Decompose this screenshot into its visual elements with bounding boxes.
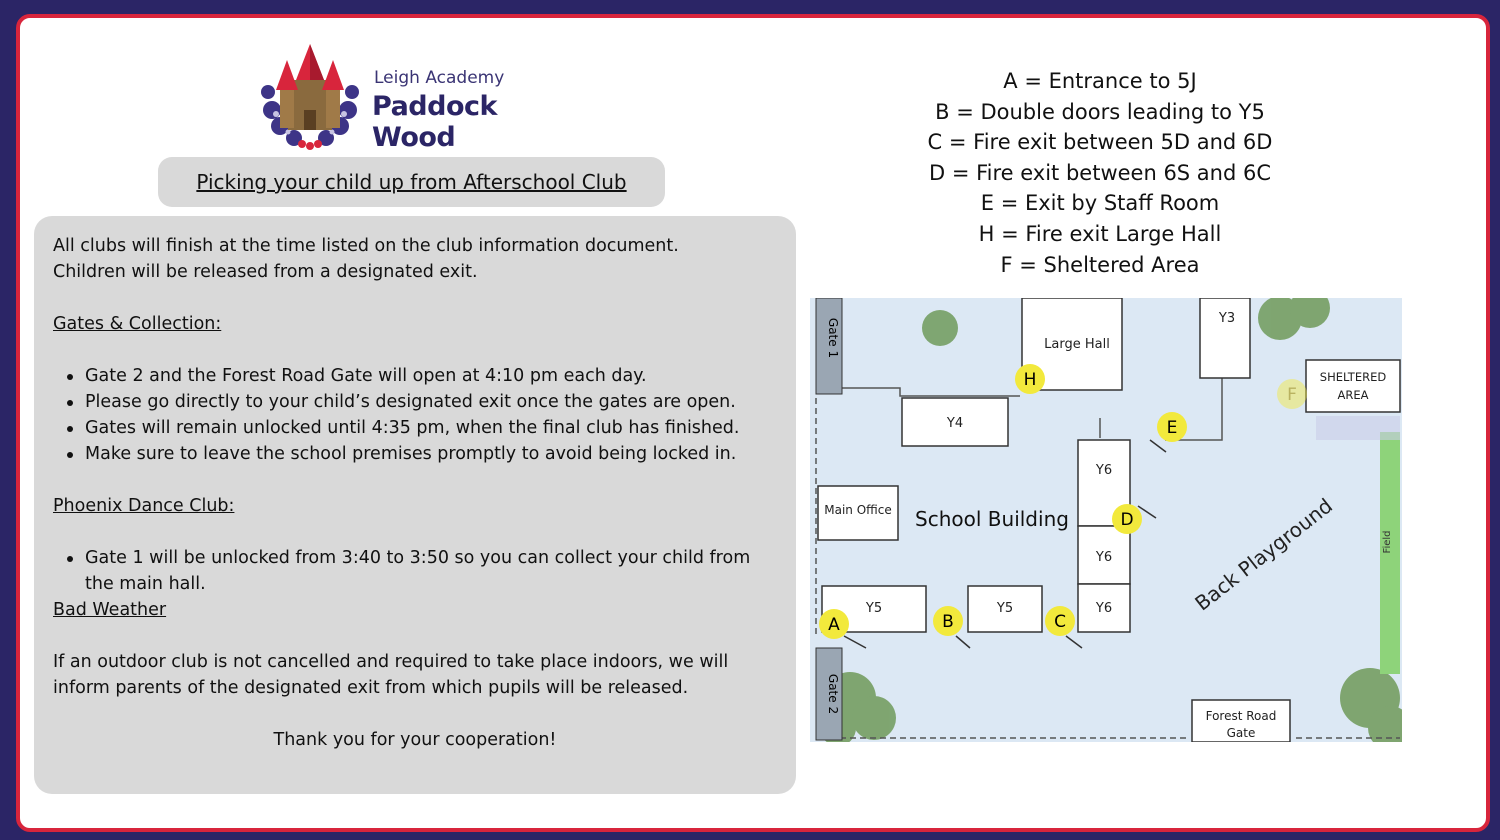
info-panel <box>34 216 796 794</box>
y3-label: Y3 <box>1218 311 1236 326</box>
marker-f-label: F <box>1287 385 1297 405</box>
list-item: Gate 2 and the Forest Road Gate will open at 4:10 pm each day. <box>53 363 777 389</box>
gate-2-label: Gate 2 <box>826 673 840 715</box>
sheltered-label-2: AREA <box>1337 388 1369 402</box>
y5-left-label: Y5 <box>865 601 883 616</box>
main-office-label: Main Office <box>824 503 892 517</box>
legend-item-f: F = Sheltered Area <box>1000 252 1200 277</box>
legend-item-d: D = Fire exit between 6S and 6C <box>928 160 1272 185</box>
legend-item-b: B = Double doors leading to Y5 <box>935 99 1265 124</box>
room-y3 <box>1200 298 1250 378</box>
logo-text-academy: Leigh Academy <box>374 68 505 88</box>
castle-crest-icon <box>258 40 362 150</box>
list-item: Gates will remain unlocked until 4:35 pm, when the final club has finished. <box>53 415 777 441</box>
phoenix-list <box>53 545 777 597</box>
weather-text: If an outdoor club is not cancelled and required to take place indoors, we will inform parents of the designated exit from which pupils will be released. <box>53 652 729 698</box>
y5-right-label: Y5 <box>996 601 1014 616</box>
field-label: Field <box>1382 530 1393 554</box>
marker-e-label: E <box>1166 418 1178 438</box>
y4-label: Y4 <box>946 416 964 431</box>
legend-item-a: A = Entrance to 5J <box>1003 69 1197 93</box>
intro-line-2: Children will be released from a designated exit. <box>53 262 478 282</box>
intro-line-1: All clubs will finish at the time listed on the club information document. <box>53 236 679 256</box>
gates-list <box>53 363 777 467</box>
list-item: Gate 1 will be unlocked from 3:40 to 3:50 so you can collect your child from the main hall. <box>53 545 777 597</box>
school-map <box>810 298 1402 742</box>
forest-road-label-2: Gate <box>1226 726 1256 740</box>
sheltered-area <box>1306 360 1400 412</box>
sheltered-label-1: SHELTERED <box>1319 370 1387 384</box>
weather-heading: Bad Weather <box>53 600 167 620</box>
thanks-text: Thank you for your cooperation! <box>273 730 557 750</box>
gate-1-label: Gate 1 <box>826 317 840 359</box>
school-building-label: School Building <box>915 507 1069 531</box>
list-item: Please go directly to your child’s designated exit once the gates are open. <box>53 389 777 415</box>
y6-mid-label: Y6 <box>1095 550 1113 565</box>
marker-b-label: B <box>942 612 954 632</box>
exit-legend <box>860 66 1340 280</box>
marker-h-label: H <box>1023 370 1037 390</box>
back-playground-label: Back Playground <box>1190 493 1338 616</box>
marker-a-label: A <box>828 615 840 635</box>
large-hall-label: Large Hall <box>1044 337 1110 352</box>
page-title: Picking your child up from Afterschool Club <box>158 157 665 207</box>
legend-item-e: E = Exit by Staff Room <box>980 191 1220 216</box>
marker-c-label: C <box>1054 612 1066 632</box>
list-item: Make sure to leave the school premises promptly to avoid being locked in. <box>53 441 777 467</box>
legend-item-h: H = Fire exit Large Hall <box>978 221 1222 246</box>
forest-road-label-1: Forest Road <box>1205 709 1277 723</box>
gates-heading: Gates & Collection: <box>53 314 222 334</box>
y6-top-label: Y6 <box>1095 463 1113 478</box>
phoenix-heading: Phoenix Dance Club: <box>53 496 235 516</box>
school-logo <box>258 40 578 153</box>
legend-item-c: C = Fire exit between 5D and 6D <box>927 130 1273 155</box>
y6-bottom-label: Y6 <box>1095 601 1113 616</box>
logo-text-school: Paddock Wood <box>372 91 497 153</box>
marker-d-label: D <box>1120 510 1134 530</box>
